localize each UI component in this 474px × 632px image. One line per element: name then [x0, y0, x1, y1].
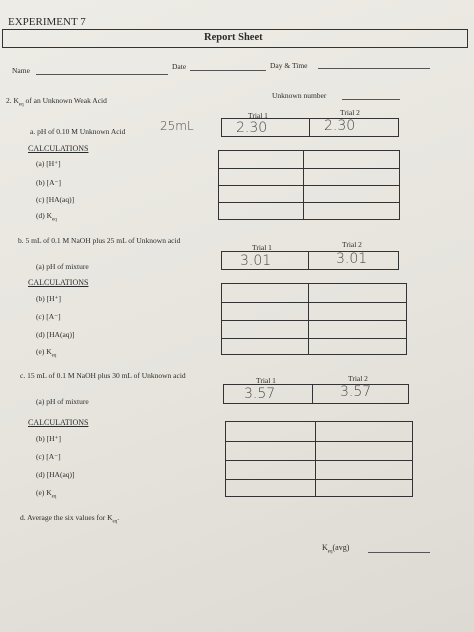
name-field-line[interactable] [36, 74, 168, 75]
table-divider [308, 252, 309, 269]
part-b-calculation-table [221, 283, 407, 355]
part-a-item-h: (a) [H⁺] [36, 159, 61, 168]
table-divider [309, 119, 310, 136]
unknown-number-label: Unknown number [272, 91, 327, 100]
part-c-ph-label: (a) pH of mixture [36, 397, 89, 406]
part-a-item-keq: (d) $K_{eq}$ [36, 211, 57, 223]
table-row-line [219, 185, 399, 186]
part-a-trial1-value[interactable]: 2.30 [236, 120, 268, 136]
part-a-label: a. pH of 0.10 M Unknown Acid [30, 127, 126, 136]
part-b-item-a: (c) [A⁻] [36, 312, 61, 321]
part-b-item-h: (b) [H⁺] [36, 294, 61, 303]
part-c-trial2-value[interactable]: 3.57 [340, 384, 372, 400]
table-row-line [222, 338, 406, 339]
part-c-trial1-value[interactable]: 3.57 [244, 386, 276, 402]
part-a-trial2-value[interactable]: 2.30 [324, 118, 356, 134]
part-b-calculations-heading: CALCULATIONS [28, 278, 89, 287]
table-divider [315, 422, 316, 496]
day-time-field-line[interactable] [318, 68, 430, 69]
part-c-item-a: (c) [A⁻] [36, 452, 61, 461]
table-row-line [222, 320, 406, 321]
part-b-trial1-label: Trial 1 [252, 243, 272, 252]
table-row-line [226, 441, 412, 442]
part-d-label: d. Average the six values for $K_{eq}$. [20, 513, 120, 525]
part-a-trial2-label: Trial 2 [340, 108, 360, 117]
report-sheet-title: Report Sheet [204, 32, 263, 43]
table-row-line [219, 168, 399, 169]
part-c-item-keq: (e) $K_{eq}$ [36, 488, 57, 500]
experiment-title: EXPERIMENT 7 [8, 16, 86, 28]
part-b-item-ha: (d) [HA(aq)] [36, 330, 75, 339]
part-c-calculations-heading: CALCULATIONS [28, 418, 89, 427]
date-label: Date [172, 62, 187, 71]
table-row-line [226, 479, 412, 480]
part-b-trial2-label: Trial 2 [342, 240, 362, 249]
unknown-number-field-line[interactable] [342, 99, 400, 100]
part-b-trial2-value[interactable]: 3.01 [336, 251, 368, 267]
name-label: Name [12, 66, 30, 75]
part-b-ph-label: (a) pH of mixture [36, 262, 89, 271]
table-divider [312, 385, 313, 403]
date-field-line[interactable] [190, 70, 266, 71]
part-c-trial2-label: Trial 2 [348, 374, 368, 383]
part-a-item-a: (b) [A⁻] [36, 178, 61, 187]
day-time-label: Day & Time [270, 61, 308, 70]
part-b-label: b. 5 mL of 0.1 M NaOH plus 25 mL of Unknown acid [18, 236, 181, 245]
part-c-calculation-table [225, 421, 413, 497]
part-a-calculation-table [218, 150, 400, 220]
table-row-line [222, 302, 406, 303]
table-divider [308, 284, 309, 354]
part-a-handwritten-volume: 25mL [160, 119, 194, 133]
part-c-item-ha: (d) [HA(aq)] [36, 470, 75, 479]
part-c-trial1-label: Trial 1 [256, 376, 276, 385]
part-c-item-h: (b) [H⁺] [36, 434, 61, 443]
part-b-trial1-value[interactable]: 3.01 [240, 253, 272, 269]
part-c-label: c. 15 mL of 0.1 M NaOH plus 30 mL of Unknown acid [20, 371, 186, 380]
part-a-trial1-label: Trial 1 [248, 111, 268, 120]
part-a-calculations-heading: CALCULATIONS [28, 144, 89, 153]
table-row-line [226, 460, 412, 461]
section-title: 2. $K_{eq}$ of an Unknown Weak Acid [6, 96, 107, 108]
keq-avg-label: $K_{eq}(avg)$ [322, 543, 350, 555]
keq-avg-field-line[interactable] [368, 552, 430, 553]
part-b-item-keq: (e) $K_{eq}$ [36, 347, 57, 359]
table-row-line [219, 202, 399, 203]
part-a-item-ha: (c) [HA(aq)] [36, 195, 75, 204]
